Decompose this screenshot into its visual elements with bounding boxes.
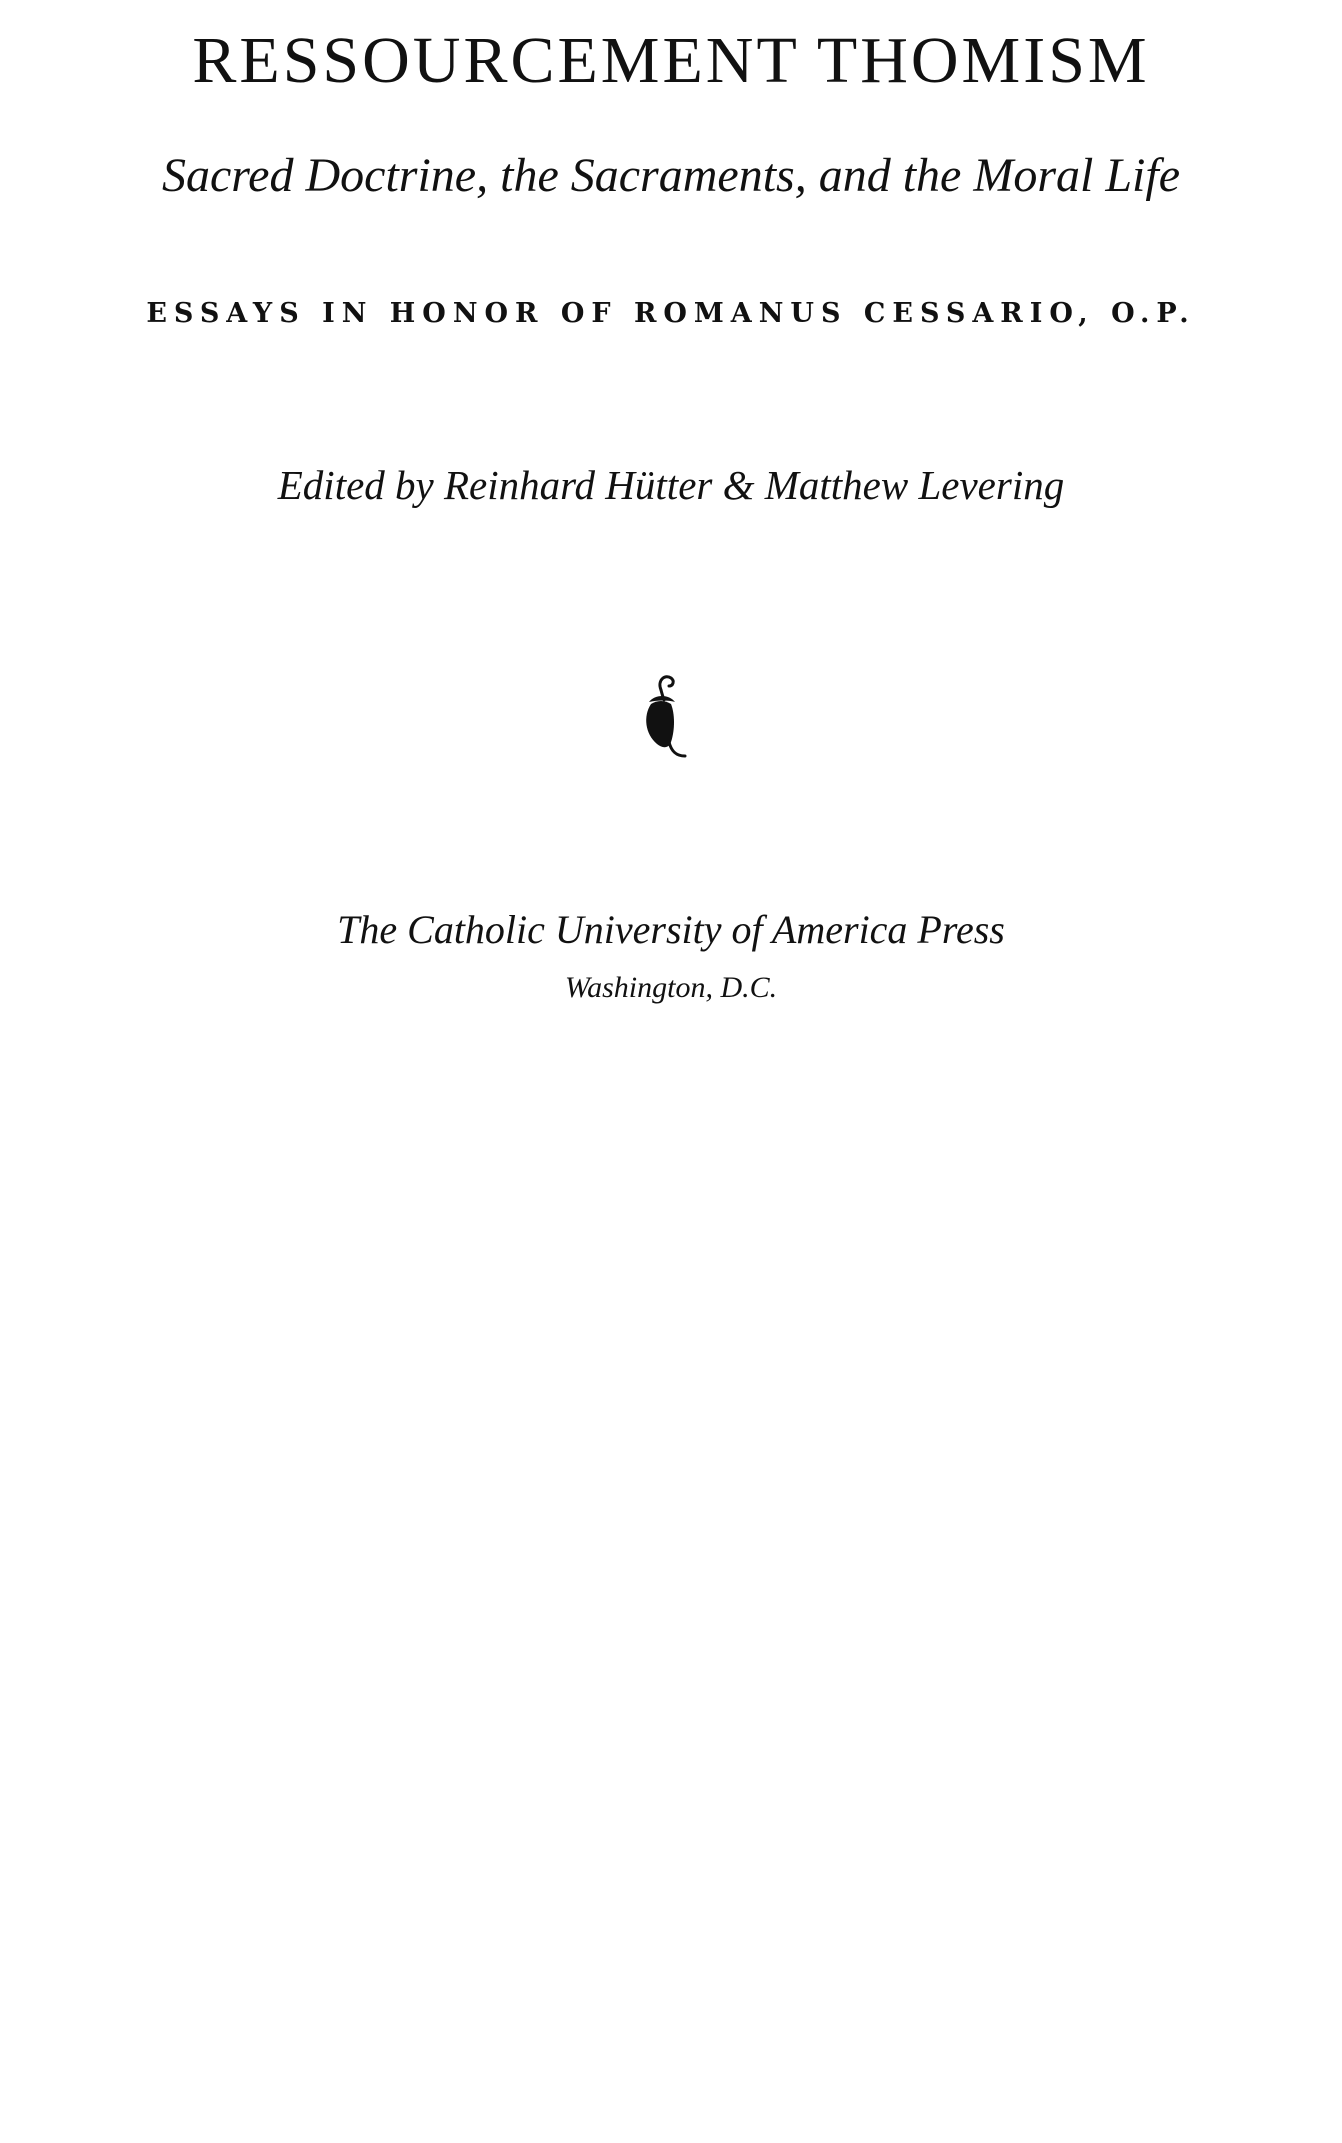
publisher-name: The Catholic University of America Press [337,907,1005,952]
dedication-line: ESSAYS IN HONOR OF ROMANUS CESSARIO, O.P. [146,298,1196,329]
editors-line: Edited by Reinhard Hütter & Matthew Levering [277,462,1065,508]
book-subtitle: Sacred Doctrine, the Sacraments, and the Moral Life [161,149,1181,202]
publisher-place: Washington, D.C. [564,971,778,1004]
pepper-colophon-icon [631,672,691,762]
book-title: RESSOURCEMENT THOMISM [192,24,1150,97]
